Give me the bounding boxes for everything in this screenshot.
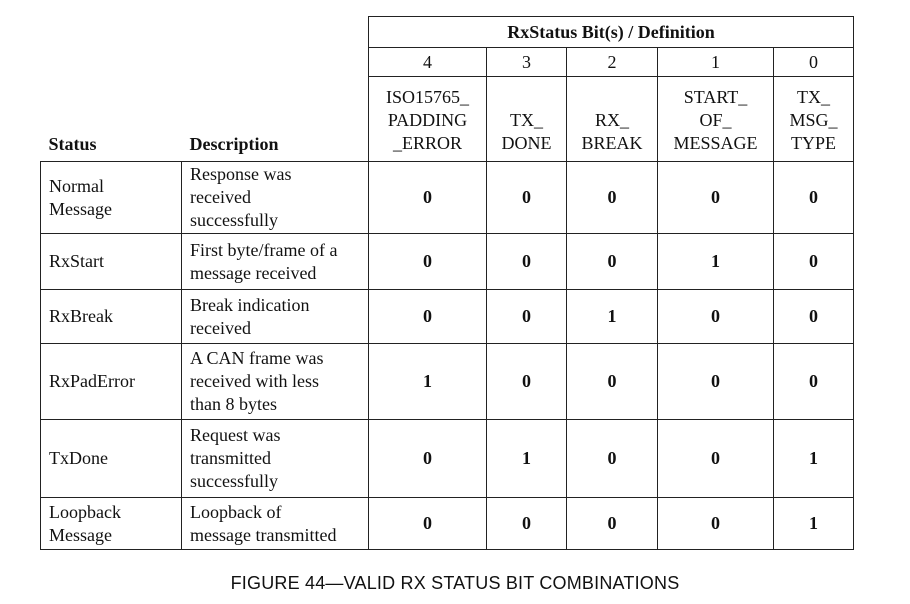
bit-value: 0	[369, 234, 487, 290]
bit-number: 3	[487, 48, 567, 77]
bit-value: 0	[774, 290, 854, 344]
bit-value: 1	[369, 344, 487, 420]
status-cell: RxPadError	[41, 344, 182, 420]
bit-value: 0	[487, 162, 567, 234]
bit-value: 1	[774, 420, 854, 498]
table-row	[41, 498, 854, 550]
description-cell: Request was transmitted successfully	[182, 420, 369, 498]
description-header: Description	[182, 77, 369, 162]
status-cell: RxStart	[41, 234, 182, 290]
bit-value: 1	[658, 234, 774, 290]
empty-corner	[41, 17, 182, 48]
bit-value: 0	[774, 344, 854, 420]
bit-value: 0	[487, 344, 567, 420]
bit-value: 1	[774, 498, 854, 550]
bit-value: 0	[658, 420, 774, 498]
rx-status-table	[40, 16, 854, 550]
description-cell: A CAN frame was received with less than 8 bytes	[182, 344, 369, 420]
bit-number: 2	[567, 48, 658, 77]
bit-value: 0	[369, 420, 487, 498]
description-cell: Response was received successfully	[182, 162, 369, 234]
bit-value: 0	[487, 290, 567, 344]
bit-name: START_ OF_ MESSAGE	[658, 77, 774, 162]
bit-number: 1	[658, 48, 774, 77]
empty-corner	[182, 48, 369, 77]
bit-value: 0	[487, 498, 567, 550]
bit-name: RX_ BREAK	[567, 77, 658, 162]
bit-value: 0	[774, 234, 854, 290]
table-row	[41, 420, 854, 498]
bit-value: 1	[567, 290, 658, 344]
description-cell: Break indication received	[182, 290, 369, 344]
bit-value: 0	[567, 498, 658, 550]
bit-value: 0	[369, 162, 487, 234]
bit-value: 0	[369, 498, 487, 550]
bit-value: 0	[658, 290, 774, 344]
figure-caption: FIGURE 44—VALID RX STATUS BIT COMBINATIONS	[230, 573, 680, 593]
description-cell: Loopback of message transmitted	[182, 498, 369, 550]
table-row	[41, 290, 854, 344]
bit-value: 1	[487, 420, 567, 498]
bit-number: 0	[774, 48, 854, 77]
bit-value: 0	[369, 290, 487, 344]
bit-value: 0	[567, 234, 658, 290]
bit-value: 0	[487, 234, 567, 290]
status-cell: Normal Message	[41, 162, 182, 234]
bit-value: 0	[567, 162, 658, 234]
empty-corner	[41, 48, 182, 77]
status-cell: Loopback Message	[41, 498, 182, 550]
group-title: RxStatus Bit(s) / Definition	[369, 17, 854, 48]
bit-name: TX_ DONE	[487, 77, 567, 162]
description-cell: First byte/frame of a message received	[182, 234, 369, 290]
status-cell: RxBreak	[41, 290, 182, 344]
table-row	[41, 344, 854, 420]
status-cell: TxDone	[41, 420, 182, 498]
bit-number: 4	[369, 48, 487, 77]
table-row	[41, 234, 854, 290]
bit-value: 0	[774, 162, 854, 234]
bit-value: 0	[567, 344, 658, 420]
bit-value: 0	[658, 344, 774, 420]
bit-value: 0	[567, 420, 658, 498]
empty-corner	[182, 17, 369, 48]
status-header: Status	[41, 77, 182, 162]
bit-value: 0	[658, 162, 774, 234]
bit-name: TX_ MSG_ TYPE	[774, 77, 854, 162]
table-row	[41, 162, 854, 234]
bit-value: 0	[658, 498, 774, 550]
bit-name: ISO15765_ PADDING _ERROR	[369, 77, 487, 162]
